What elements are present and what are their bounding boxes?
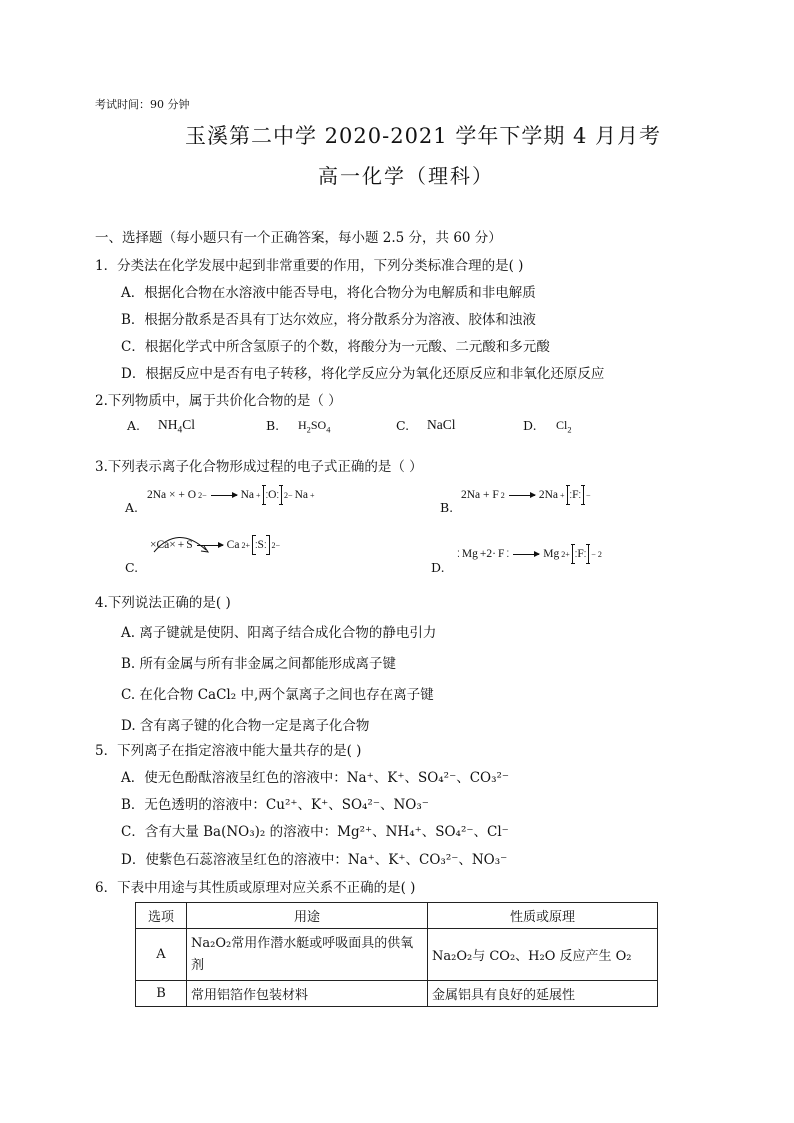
electron-bracket: ⁚ F ⁚	[572, 545, 590, 563]
table-cell: A	[136, 929, 187, 981]
q3-label-c: C.	[125, 560, 139, 575]
q4-stem: 4.下列说法正确的是( )	[95, 595, 231, 611]
reaction-arrow-icon	[211, 495, 237, 496]
table-header-row	[136, 903, 658, 929]
q2-label-d: D.	[523, 418, 537, 433]
electron-bracket: ⁚ S ⁚	[252, 536, 270, 554]
q4-option-d: D. 含有离子键的化合物一定是离子化合物	[121, 718, 370, 734]
q2-stem: 2.下列物质中，属于共价化合物的是（ ）	[95, 393, 342, 409]
q1-option-b: B．根据分散系是否具有丁达尔效应，将分散系分为溶液、胶体和浊液	[121, 312, 536, 328]
q5-option-b: B．无色透明的溶液中：Cu²⁺、K⁺、SO₄²⁻、NO₃⁻	[121, 797, 429, 813]
q4-option-a: A. 离子键就是使阴、阳离子结合成化合物的静电引力	[121, 625, 437, 641]
q3-label-a: A.	[125, 500, 139, 515]
q2-label-b: B.	[266, 418, 280, 433]
q3-equation-d: ⁚ Mg +2· F ⁚ Mg 2+ ⁚ F ⁚ − 2	[457, 545, 602, 563]
table-header-cell: 性质或原理	[428, 903, 658, 929]
q6-stem: 6．下表中用途与其性质或原理对应关系不正确的是( )	[95, 880, 416, 896]
reaction-arrow-icon	[197, 545, 223, 546]
q5-option-c: C．含有大量 Ba(NO₃)₂ 的溶液中：Mg²⁺、NH₄⁺、SO₄²⁻、Cl⁻	[121, 824, 509, 840]
q5-stem: 5．下列离子在指定溶液中能大量共存的是( )	[95, 743, 362, 759]
q2-choice-d: $Cl_2$	[556, 418, 572, 435]
electron-bracket: ⁚ F ⁚	[567, 486, 585, 504]
q5-option-d: D．使紫色石蕊溶液呈红色的溶液中：Na⁺、K⁺、CO₃²⁻、NO₃⁻	[121, 852, 508, 868]
reaction-arrow-icon	[513, 554, 539, 555]
q3-equation-a: 2Na × + O 2− Na + ⁚ O ⁚ 2− Na +	[147, 486, 315, 504]
table-header-cell: 用途	[187, 903, 428, 929]
table-row	[136, 929, 658, 981]
q2-label-c: C.	[396, 418, 410, 433]
page-subtitle: 高一化学（理科）	[318, 164, 494, 188]
table-row	[136, 981, 658, 1007]
table-cell: Na₂O₂常用作潜水艇或呼吸面具的供氧剂	[187, 929, 428, 981]
q1-option-d: D．根据反应中是否有电子转移，将化学反应分为氧化还原反应和非氧化还原反应	[121, 366, 605, 382]
section-heading: 一、选择题（每小题只有一个正确答案，每小题 2.5 分，共 60 分）	[95, 230, 502, 246]
q4-option-b: B. 所有金属与所有非金属之间都能形成离子键	[121, 656, 397, 672]
q3-label-d: D.	[431, 560, 445, 575]
q2-choice-c: NaCl	[427, 417, 456, 432]
table-cell: 金属铝具有良好的延展性	[428, 981, 658, 1007]
q2-choice-b: $H_2SO_4$	[298, 418, 331, 435]
exam-time: 考试时间：90 分钟	[95, 98, 190, 111]
q6-table	[135, 902, 658, 1007]
table-header-cell: 选项	[136, 903, 187, 929]
q3-equation-c: ×Ca× + S Ca 2+ ⁚ S ⁚ 2−	[150, 536, 280, 554]
q3-label-b: B.	[440, 500, 454, 515]
table-cell: 常用铝箔作包装材料	[187, 981, 428, 1007]
electron-bracket: ⁚ O ⁚	[263, 486, 282, 504]
q2-choice-a: $NH_4Cl$	[158, 417, 195, 436]
table-cell: Na₂O₂与 CO₂、H₂O 反应产生 O₂	[428, 929, 658, 981]
q1-option-a: A．根据化合物在水溶液中能否导电，将化合物分为电解质和非电解质	[121, 285, 536, 301]
q2-label-a: A.	[127, 418, 141, 433]
q5-option-a: A．使无色酚酞溶液呈红色的溶液中：Na⁺、K⁺、SO₄²⁻、CO₃²⁻	[121, 770, 510, 786]
q4-option-c: C. 在化合物 CaCl₂ 中,两个氯离子之间也存在离子键	[121, 687, 434, 703]
q1-stem: 1．分类法在化学发展中起到非常重要的作用，下列分类标准合理的是( )	[95, 258, 524, 274]
q1-option-c: C．根据化学式中所含氢原子的个数，将酸分为一元酸、二元酸和多元酸	[121, 339, 550, 355]
table-cell: B	[136, 981, 187, 1007]
q3-equation-b: 2Na + F 2 2Na + ⁚ F ⁚ −	[461, 486, 591, 504]
page-title: 玉溪第二中学 2020-2021 学年下学期 4 月月考	[185, 124, 662, 148]
q3-stem: 3.下列表示离子化合物形成过程的电子式正确的是（ ）	[95, 459, 423, 475]
reaction-arrow-icon	[509, 495, 535, 496]
